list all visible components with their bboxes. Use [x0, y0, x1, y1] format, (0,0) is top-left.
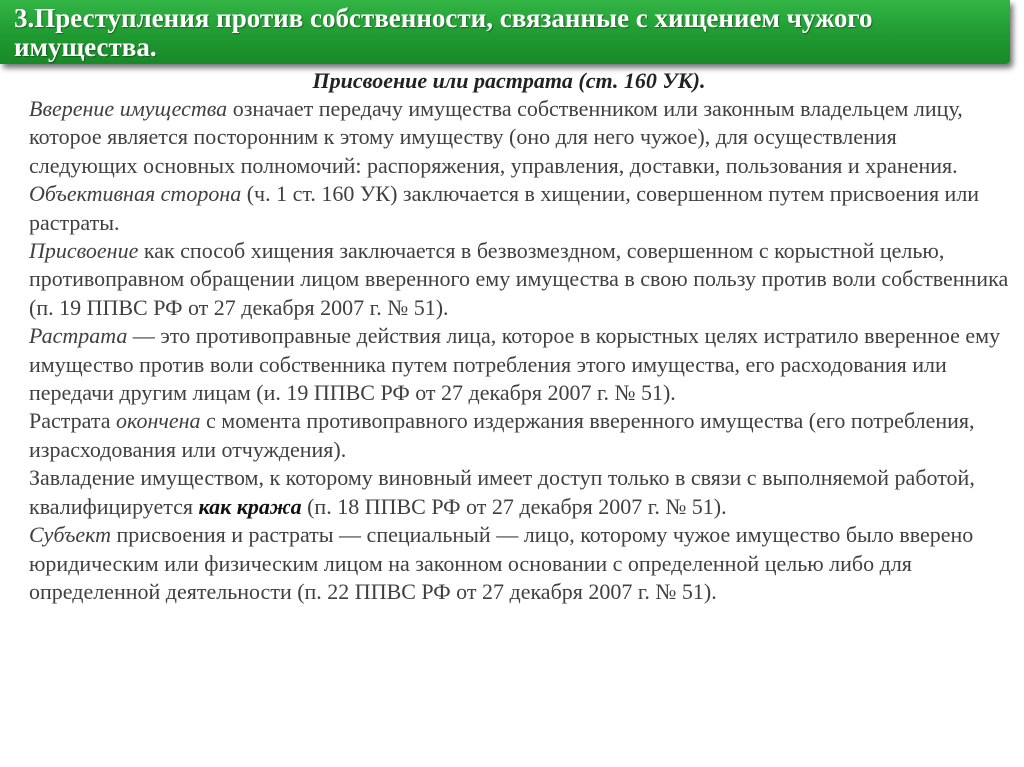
paragraph-embezzlement-completed — [29, 407, 1009, 464]
term-entrustment: Вверение имущества — [29, 96, 228, 121]
paragraph-text: (п. 18 ППВС РФ от 27 декабря 2007 г. № 51). — [301, 493, 727, 519]
term-appropriation: Присвоение — [29, 238, 139, 264]
term-embezzlement: Растрата — [29, 323, 128, 349]
title-banner — [0, 0, 1010, 64]
paragraph-subject — [29, 521, 1009, 606]
paragraph-text: — это противоправные действия лица, которое в корыстных целях истратило вверенное ему имущество против воли собственника путем потребления этого имущества, его расходования или передачи другим лицам (и. 19 ППВС РФ от 27 декабря 2007 г. № 51). — [29, 323, 1001, 406]
paragraph-appropriation — [29, 237, 1009, 322]
slide-title: 3.Преступления против собственности, связанные с хищением чужого имущества. — [14, 3, 873, 62]
section-subtitle: Присвоение или растрата (ст. 160 УК). — [312, 68, 706, 93]
paragraph-embezzlement — [29, 322, 1009, 407]
paragraph-lead-text: Завладение имуществом, к которому виновный имеет доступ только в связи с выполняемой работой, квалифицируется — [29, 465, 975, 519]
term-completed: окончена — [116, 408, 201, 434]
paragraph-objective-side — [29, 180, 1009, 237]
paragraph-text: (ч. 1 ст. 160 УК) заключается в хищении, совершенном путем присвоения или растраты. — [29, 181, 980, 235]
slide-content — [29, 66, 1009, 606]
paragraph-theft-qualification — [29, 464, 1009, 521]
paragraph-text: с момента противоправного издержания вверенного имущества (его потребления, израсходования или отчуждения). — [29, 408, 975, 462]
term-objective-side: Объективная сторона — [29, 181, 242, 207]
term-as-theft: как кража — [198, 493, 302, 519]
term-subject: Субъект — [29, 522, 112, 548]
paragraph-entrustment — [29, 95, 1009, 180]
paragraph-text: присвоения и растраты — специальный — лицо, которому чужое имущество было вверено юридическим или физическим лицом на законном основании с определенной целью либо для определенной деятельности (п. 22 ППВС РФ от 27 декабря 2007 г. № 51). — [29, 522, 974, 604]
paragraph-text: означает передачу имущества собственником или законным владельцем лицу, которое является посторонним к этому имуществу (оно для него чужое), для осуществления следующих основных полномочий: распоряжения, управления, доставки, пользования и хранения. — [29, 96, 963, 178]
paragraph-text: как способ хищения заключается в безвозмездном, совершенном с корыстной целью, противоправном обращении лицом вверенного ему имущества в свою пользу против воли собственника (п. 19 ППВС РФ от 27 декабря 2007 г. № 51). — [29, 238, 1009, 320]
paragraph-lead-text: Растрата — [29, 408, 116, 434]
